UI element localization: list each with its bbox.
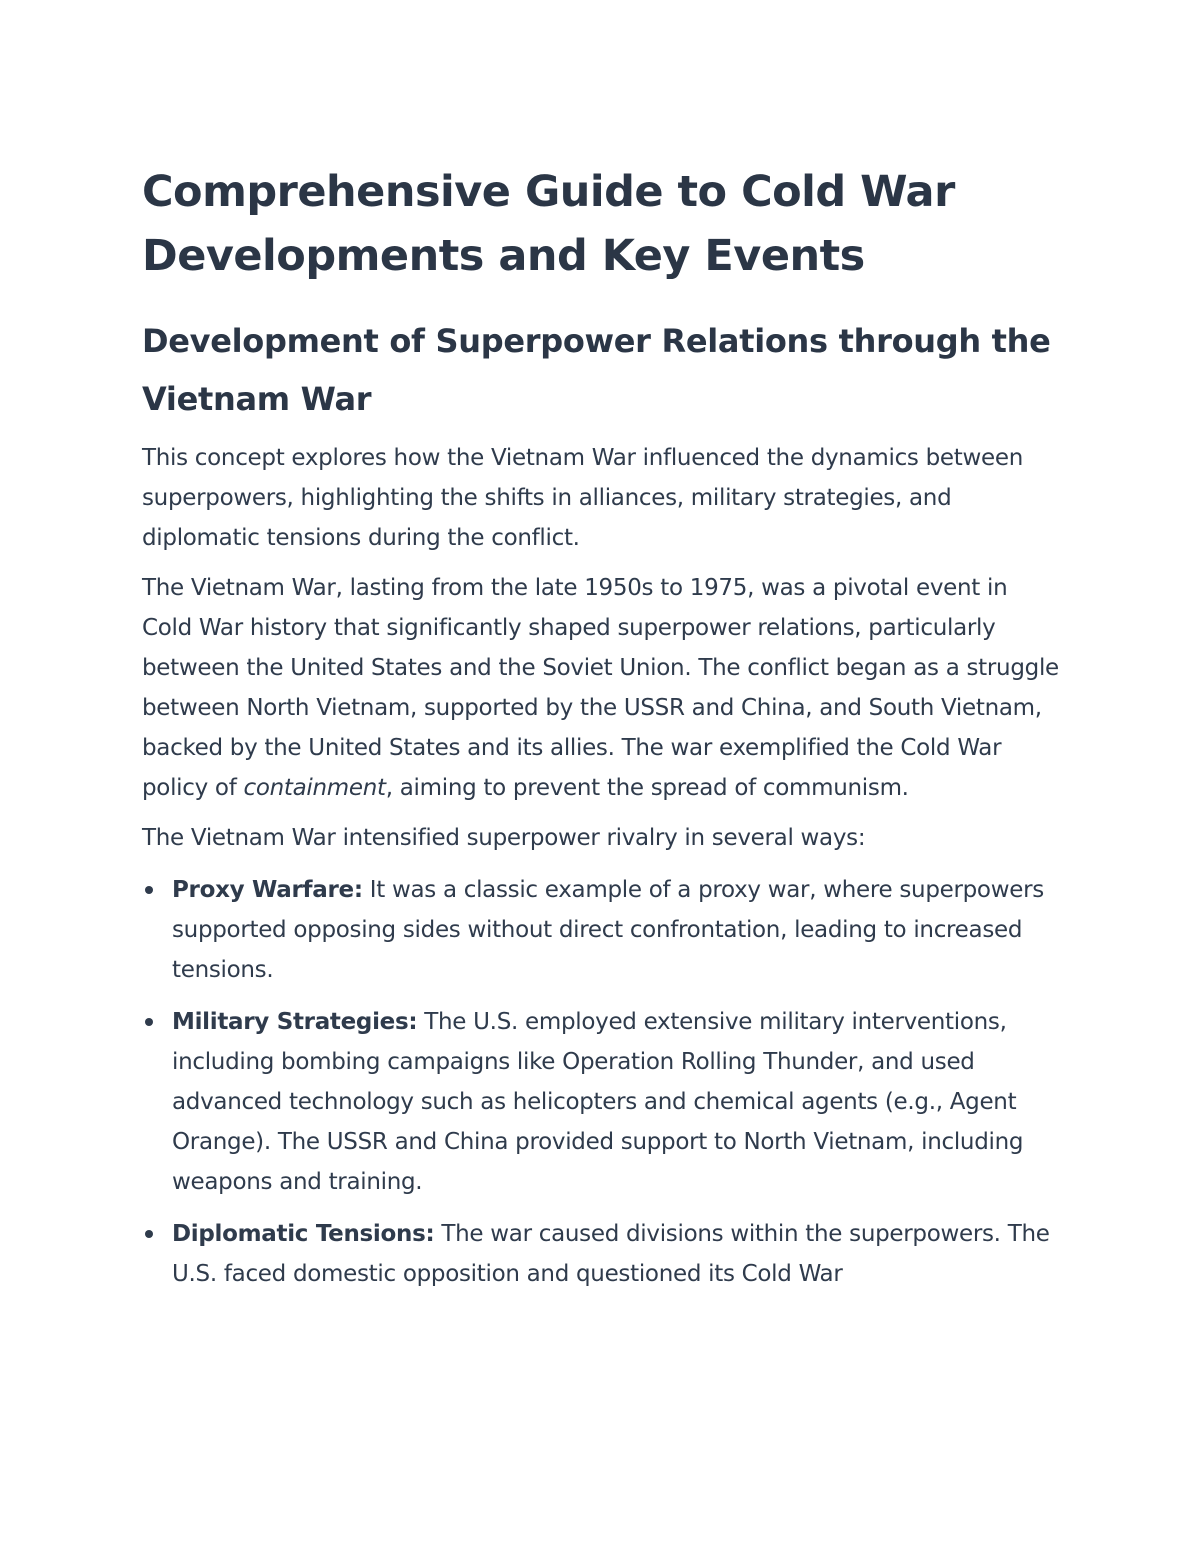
list-item	[142, 1002, 1062, 1202]
bullet-list	[142, 870, 1062, 1294]
bullet-icon	[145, 886, 153, 894]
list-item	[142, 870, 1062, 990]
list-item-text: The war caused divisions within the superpowers. The U.S. faced domestic opposition and questioned its Cold War	[172, 1221, 1050, 1287]
paragraph-text-end: , aiming to prevent the spread of communism.	[385, 775, 909, 801]
bullet-icon	[145, 1230, 153, 1238]
emphasis-containment: containment	[243, 775, 386, 801]
intro-paragraph: This concept explores how the Vietnam War influenced the dynamics between superpowers, highlighting the shifts in alliances, military strategies, and diplomatic tensions during the conflict.	[142, 445, 1023, 551]
list-item-term: Proxy Warfare:	[172, 877, 363, 903]
body-paragraph	[142, 568, 1062, 808]
bullet-icon	[145, 1018, 153, 1026]
paragraph-text-start: The Vietnam War, lasting from the late 1950s to 1975, was a pivotal event in Cold War history that significantly shaped superpower relations, particularly between the United States and the Soviet Union. The conflict began as a struggle between North Vietnam, supported by the USSR and China, and South Vietnam, backed by the United States and its allies. The war exemplified the Cold War policy of	[142, 575, 1059, 801]
document-page	[142, 160, 1062, 1306]
document-title: Comprehensive Guide to Cold War Developments and Key Events	[142, 167, 955, 281]
section-heading: Development of Superpower Relations through the Vietnam War	[142, 322, 1051, 418]
list-item	[142, 1214, 1062, 1294]
list-intro: The Vietnam War intensified superpower rivalry in several ways:	[142, 825, 866, 851]
list-item-text: The U.S. employed extensive military interventions, including bombing campaigns like Operation Rolling Thunder, and used advanced technology such as helicopters and chemical agents (e.g., Agent Orange). The USSR and China provided support to North Vietnam, including weapons and training.	[172, 1009, 1024, 1195]
list-item-term: Military Strategies:	[172, 1009, 418, 1035]
list-item-text: It was a classic example of a proxy war, where superpowers supported opposing sides without direct confrontation, leading to increased tensions.	[172, 877, 1044, 983]
list-item-term: Diplomatic Tensions:	[172, 1221, 435, 1247]
